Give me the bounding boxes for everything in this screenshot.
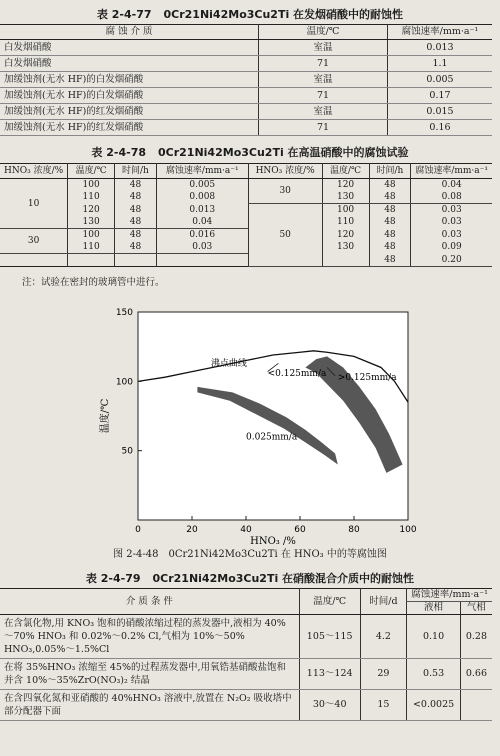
table-row [0, 88, 492, 104]
table-row [0, 216, 492, 229]
time-cell: 48 [369, 204, 411, 217]
table78-header: 温度/℃ [68, 164, 115, 179]
temperature-cell: 110 [68, 191, 115, 204]
temperature-cell: 100 [68, 229, 115, 242]
temperature-cell: 100 [68, 179, 115, 192]
table77-body [0, 40, 492, 136]
medium-cell: 白发烟硝酸 [0, 56, 259, 72]
temperature-cell: 120 [322, 179, 369, 192]
table79-header-gas: 气相 [460, 602, 492, 615]
table-row [0, 56, 492, 72]
table77-header: 腐蚀速率/mm·a⁻¹ [388, 25, 493, 40]
table78-caption [0, 144, 500, 160]
temperature-cell: 120 [68, 204, 115, 217]
table78-header: 时间/h [115, 164, 157, 179]
rate-cell: 0.09 [411, 241, 492, 254]
concentration-cell: 50 [248, 204, 322, 267]
gas-rate-cell: 0.66 [460, 659, 492, 690]
chart-annotation: 0.025mm/a [246, 432, 298, 443]
x-tick-label: 20 [186, 525, 198, 535]
figure-caption [0, 545, 500, 560]
table78-header: 腐蚀速率/mm·a⁻¹ [156, 164, 248, 179]
rate-cell: 0.17 [388, 88, 493, 104]
time-cell: 4.2 [360, 615, 407, 659]
empty-cell [0, 254, 68, 267]
table-row [0, 40, 492, 56]
figure-label: 图 2-4-48 [113, 549, 159, 560]
time-cell: 48 [115, 229, 157, 242]
x-axis-label: HNO₃ /% [250, 536, 296, 547]
rate-cell: 0.20 [411, 254, 492, 267]
rate-cell: 0.013 [156, 204, 248, 217]
temperature-cell: 110 [68, 241, 115, 254]
medium-cell: 白发烟硝酸 [0, 40, 259, 56]
x-tick-label: 100 [399, 525, 417, 535]
table-row [0, 229, 492, 242]
temperature-cell: 71 [259, 56, 388, 72]
time-cell: 29 [360, 659, 407, 690]
temperature-cell: 120 [322, 229, 369, 242]
table-row [0, 72, 492, 88]
temperature-cell: 113～124 [299, 659, 360, 690]
x-tick-label: 0 [135, 525, 141, 535]
iso-corrosion-chart [88, 300, 428, 547]
y-tick-label: 100 [115, 377, 133, 388]
table-row [0, 659, 492, 690]
table79-header-temp: 温度/℃ [299, 589, 360, 615]
medium-cell: 在含四氧化氮和亚硝酸的 40%HNO₃ 溶液中,放置在 N₂O₂ 吸收塔中部分配器下面 [0, 690, 299, 721]
y-tick-label: 150 [115, 308, 133, 318]
table79-header-time: 时间/d [360, 589, 407, 615]
rate-cell: 0.03 [411, 229, 492, 242]
rate-cell: 0.005 [156, 179, 248, 192]
time-cell: 48 [369, 191, 411, 204]
table79-header-rate: 腐蚀速率/mm·a⁻¹ [407, 589, 492, 602]
medium-cell: 加缓蚀剂(无水 HF)的白发烟硝酸 [0, 72, 259, 88]
empty-cell [156, 254, 248, 267]
concentration-cell: 30 [248, 179, 322, 204]
time-cell: 48 [115, 191, 157, 204]
x-tick-label: 40 [240, 525, 252, 535]
temperature-cell: 130 [68, 216, 115, 229]
table-row [0, 615, 492, 659]
empty-cell [115, 254, 157, 267]
table78-title: 0Cr21Ni42Mo3Cu2Ti 在高温硝酸中的腐蚀试验 [158, 146, 409, 159]
table79 [0, 588, 492, 721]
temperature-cell: 110 [322, 216, 369, 229]
temperature-cell: 130 [322, 191, 369, 204]
chart-annotation: 沸点曲线 [210, 359, 247, 370]
temperature-cell: 130 [322, 241, 369, 254]
temperature-cell: 室温 [259, 104, 388, 120]
rate-cell: 0.03 [411, 204, 492, 217]
medium-cell: 加缓蚀剂(无水 HF)的白发烟硝酸 [0, 88, 259, 104]
table79-header-liquid: 液相 [407, 602, 461, 615]
rate-cell: 0.03 [156, 241, 248, 254]
table-row [0, 120, 492, 136]
time-cell: 48 [369, 216, 411, 229]
rate-cell: 0.03 [411, 216, 492, 229]
table78-header: 时间/h [369, 164, 411, 179]
table77-caption [0, 6, 500, 22]
temperature-cell: 105～115 [299, 615, 360, 659]
concentration-cell: 10 [0, 179, 68, 229]
table78-header: 腐蚀速率/mm·a⁻¹ [411, 164, 492, 179]
time-cell: 48 [369, 241, 411, 254]
gas-rate-cell: 0.28 [460, 615, 492, 659]
rate-cell: 0.04 [411, 179, 492, 192]
medium-cell: 在将 35%HNO₃ 浓缩至 45%的过程蒸发器中,用氧锆基硝酸盐饱和并含 10%～35%ZrO(NO₃)₂ 结晶 [0, 659, 299, 690]
time-cell: 48 [115, 216, 157, 229]
table77-header: 腐 蚀 介 质 [0, 25, 259, 40]
liquid-rate-cell: <0.0025 [407, 690, 461, 721]
gas-rate-cell [460, 690, 492, 721]
table77-label: 表 2-4-77 [96, 8, 152, 21]
table78-note: 注：试验在密封的玻璃管中进行。 [22, 277, 165, 288]
rate-cell: 0.005 [388, 72, 493, 88]
rate-cell: 1.1 [388, 56, 493, 72]
medium-cell: 加缓蚀剂(无水 HF)的红发烟硝酸 [0, 104, 259, 120]
temperature-cell [322, 254, 369, 267]
medium-cell: 加缓蚀剂(无水 HF)的红发烟硝酸 [0, 120, 259, 136]
time-cell: 48 [115, 179, 157, 192]
table79-title: 0Cr21Ni42Mo3Cu2Ti 在硝酸混合介质中的耐蚀性 [152, 572, 415, 585]
rate-cell: 0.04 [156, 216, 248, 229]
table78-label: 表 2-4-78 [91, 146, 146, 159]
table-row [0, 254, 492, 267]
rate-cell: 0.015 [388, 104, 493, 120]
table79-label: 表 2-4-79 [85, 572, 141, 585]
temperature-cell: 30～40 [299, 690, 360, 721]
table-row [0, 191, 492, 204]
table79-header-medium: 介 质 条 件 [0, 589, 299, 615]
chart-annotation: <0.125mm/a [267, 368, 327, 379]
temperature-cell: 室温 [259, 40, 388, 56]
time-cell: 48 [369, 179, 411, 192]
table78-header: HNO₃ 浓度/% [0, 164, 68, 179]
time-cell: 48 [369, 229, 411, 242]
temperature-cell: 71 [259, 120, 388, 136]
table78-header: 温度/℃ [322, 164, 369, 179]
table78-header: HNO₃ 浓度/% [248, 164, 322, 179]
rate-cell: 0.08 [411, 191, 492, 204]
table79-caption [0, 570, 500, 586]
chart-annotation: >0.125mm/a [337, 372, 397, 383]
table77-title: 0Cr21Ni42Mo3Cu2Ti 在发烟硝酸中的耐蚀性 [163, 8, 404, 21]
temperature-cell: 100 [322, 204, 369, 217]
table78-body [0, 179, 492, 267]
table-row [0, 204, 492, 217]
time-cell: 48 [369, 254, 411, 267]
table-row [0, 104, 492, 120]
table-row [0, 179, 492, 192]
liquid-rate-cell: 0.53 [407, 659, 461, 690]
table79-body [0, 615, 492, 721]
table78 [0, 163, 492, 267]
time-cell: 48 [115, 204, 157, 217]
liquid-rate-cell: 0.10 [407, 615, 461, 659]
concentration-cell: 30 [0, 229, 68, 254]
table-row [0, 241, 492, 254]
medium-cell: 在含氯化物,用 KNO₃ 饱和的硝酸浓缩过程的蒸发器中,液相为 40%～70% HNO₃ 和 0.02%～0.2% Cl,气相为 10%～50% HNO₃,0.05%～1.5%Cl [0, 615, 299, 659]
y-tick-label: 50 [121, 446, 133, 457]
temperature-cell: 71 [259, 88, 388, 104]
rate-cell: 0.008 [156, 191, 248, 204]
empty-cell [68, 254, 115, 267]
x-tick-label: 80 [348, 525, 360, 535]
table-row [0, 690, 492, 721]
rate-cell: 0.016 [156, 229, 248, 242]
rate-cell: 0.16 [388, 120, 493, 136]
time-cell: 15 [360, 690, 407, 721]
table77 [0, 24, 492, 136]
table77-header: 温度/℃ [259, 25, 388, 40]
figure-title: 0Cr21Ni42Mo3Cu2Ti 在 HNO₃ 中的等腐蚀图 [168, 549, 387, 560]
y-axis-label: 温度/℃ [100, 398, 111, 434]
rate-cell: 0.013 [388, 40, 493, 56]
time-cell: 48 [115, 241, 157, 254]
x-tick-label: 60 [294, 525, 306, 535]
temperature-cell: 室温 [259, 72, 388, 88]
